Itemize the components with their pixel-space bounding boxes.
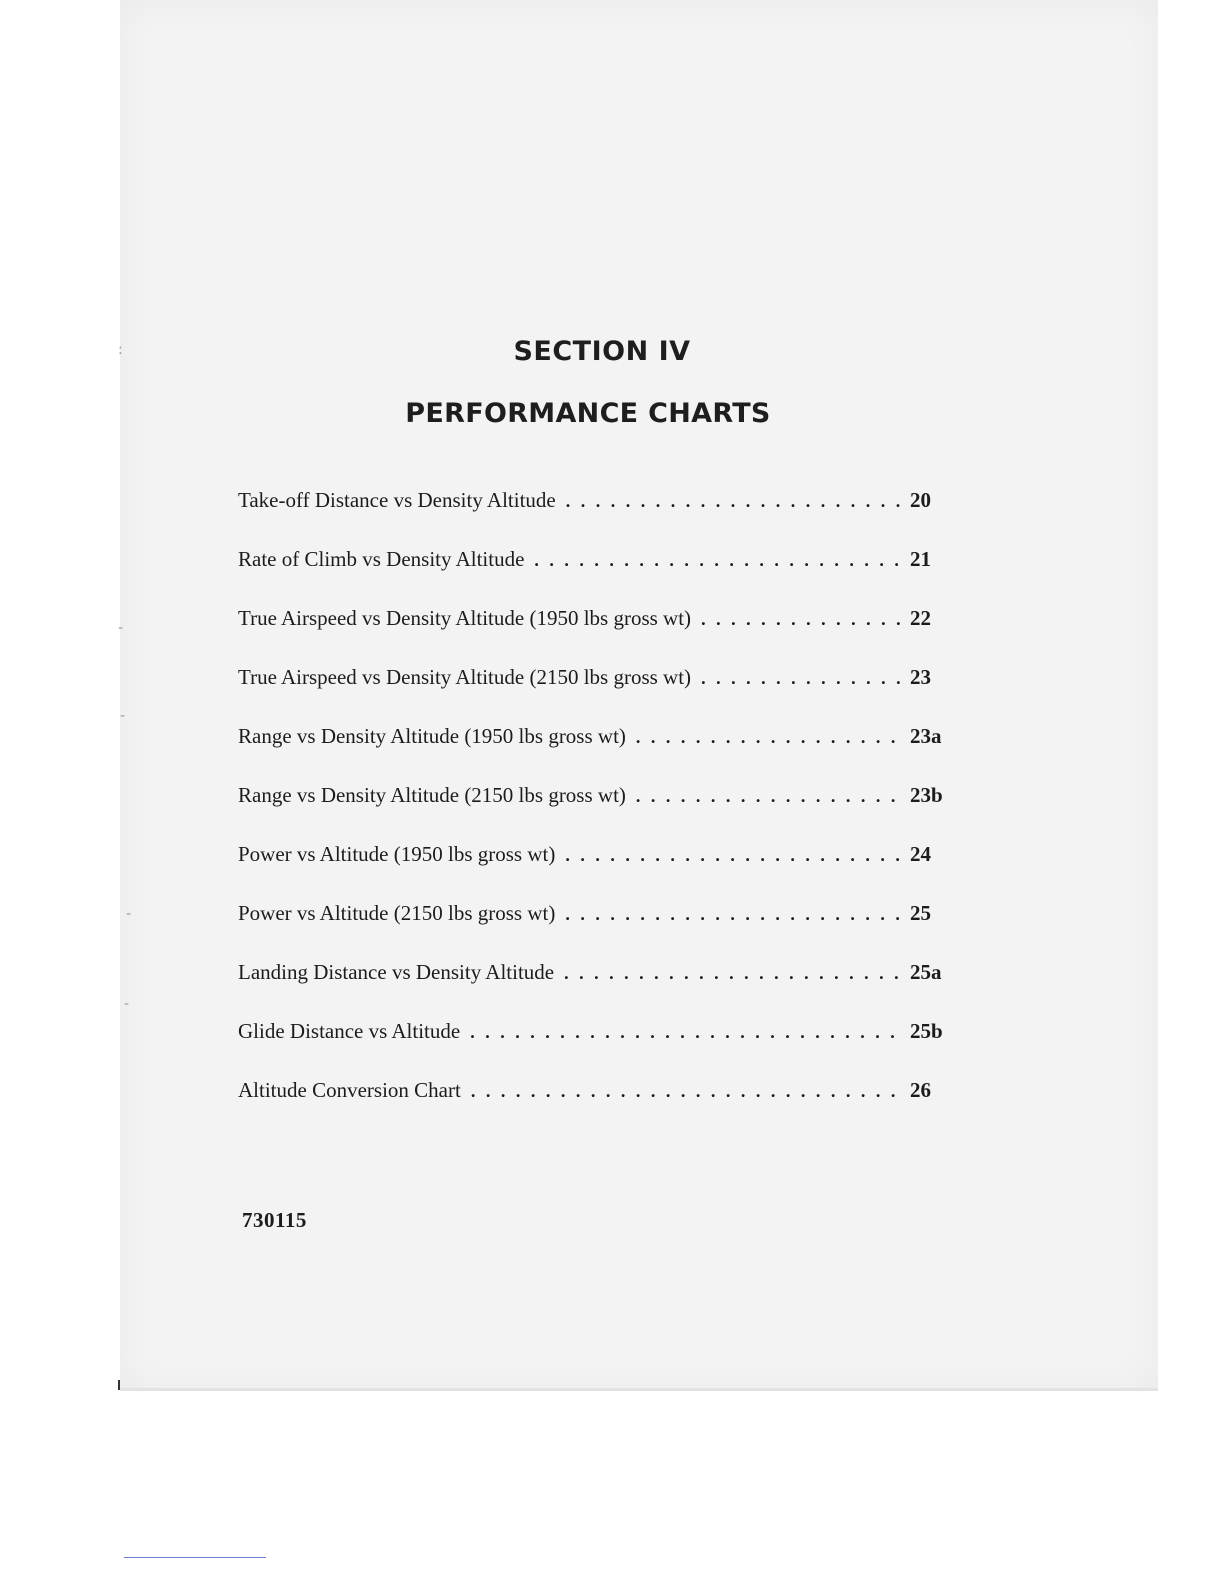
scan-speck: - <box>126 906 132 922</box>
toc-entry-label: Landing Distance vs Density Altitude <box>238 960 555 984</box>
toc-entry-label: True Airspeed vs Density Altitude (2150 lbs gross wt) <box>238 665 692 689</box>
scan-speck: : <box>118 342 123 358</box>
toc-entry[interactable] <box>238 488 950 547</box>
dot-leader <box>470 1022 902 1043</box>
toc-entry-page: 26 <box>910 1078 931 1102</box>
toc-entry[interactable] <box>238 724 950 783</box>
toc-entry-label: Power vs Altitude (2150 lbs gross wt) <box>238 901 556 925</box>
toc-entry[interactable] <box>238 901 950 960</box>
toc-entry-page: 20 <box>910 488 931 512</box>
toc-entry-label: Altitude Conversion Chart <box>238 1078 461 1102</box>
dot-leader <box>701 668 902 689</box>
scan-speck: - <box>118 620 124 636</box>
toc-entry[interactable] <box>238 547 950 606</box>
toc-entry[interactable] <box>238 1078 950 1137</box>
toc-entry[interactable] <box>238 842 950 901</box>
toc-entry-label: Glide Distance vs Altitude <box>238 1019 461 1043</box>
toc-entry-page: 25a <box>910 960 942 984</box>
dot-leader <box>701 609 902 630</box>
section-title-text: SECTION IV <box>513 336 691 367</box>
section-title <box>0 336 1224 367</box>
toc-entry-page: 21 <box>910 547 931 571</box>
toc-entry-label: Power vs Altitude (1950 lbs gross wt) <box>238 842 556 866</box>
page-bottom-edge <box>120 1388 1158 1391</box>
toc-entry[interactable] <box>238 1019 950 1078</box>
footer-rule <box>124 1557 266 1558</box>
toc-entry-page: 23b <box>910 783 943 807</box>
toc-entry-page: 24 <box>910 842 931 866</box>
toc-entry-page: 23a <box>910 724 942 748</box>
table-of-contents <box>238 488 950 1137</box>
scan-margin-mark <box>118 1380 120 1390</box>
scan-speck: - <box>120 708 126 724</box>
toc-entry[interactable] <box>238 606 950 665</box>
scan-speck: - <box>124 996 130 1012</box>
dot-leader <box>564 963 902 984</box>
toc-entry-label: True Airspeed vs Density Altitude (1950 lbs gross wt) <box>238 606 692 630</box>
dot-leader <box>471 1081 902 1102</box>
toc-entry-label: Rate of Climb vs Density Altitude <box>238 547 525 571</box>
toc-entry-label: Range vs Density Altitude (2150 lbs gross wt) <box>238 783 626 807</box>
toc-entry-page: 25 <box>910 901 931 925</box>
toc-entry-page: 22 <box>910 606 931 630</box>
dot-leader <box>534 550 902 571</box>
toc-entry-label: Range vs Density Altitude (1950 lbs gross wt) <box>238 724 626 748</box>
document-number: 730115 <box>242 1208 307 1232</box>
page-subtitle <box>0 398 1224 429</box>
toc-entry[interactable] <box>238 783 950 842</box>
dot-leader <box>565 845 902 866</box>
dot-leader <box>636 786 902 807</box>
toc-entry-page: 23 <box>910 665 931 689</box>
toc-entry[interactable] <box>238 665 950 724</box>
dot-leader <box>636 727 902 748</box>
dot-leader <box>566 491 902 512</box>
page-subtitle-text: PERFORMANCE CHARTS <box>405 398 771 429</box>
toc-entry-page: 25b <box>910 1019 943 1043</box>
dot-leader <box>565 904 902 925</box>
toc-entry[interactable] <box>238 960 950 1019</box>
toc-entry-label: Take-off Distance vs Density Altitude <box>238 488 556 512</box>
